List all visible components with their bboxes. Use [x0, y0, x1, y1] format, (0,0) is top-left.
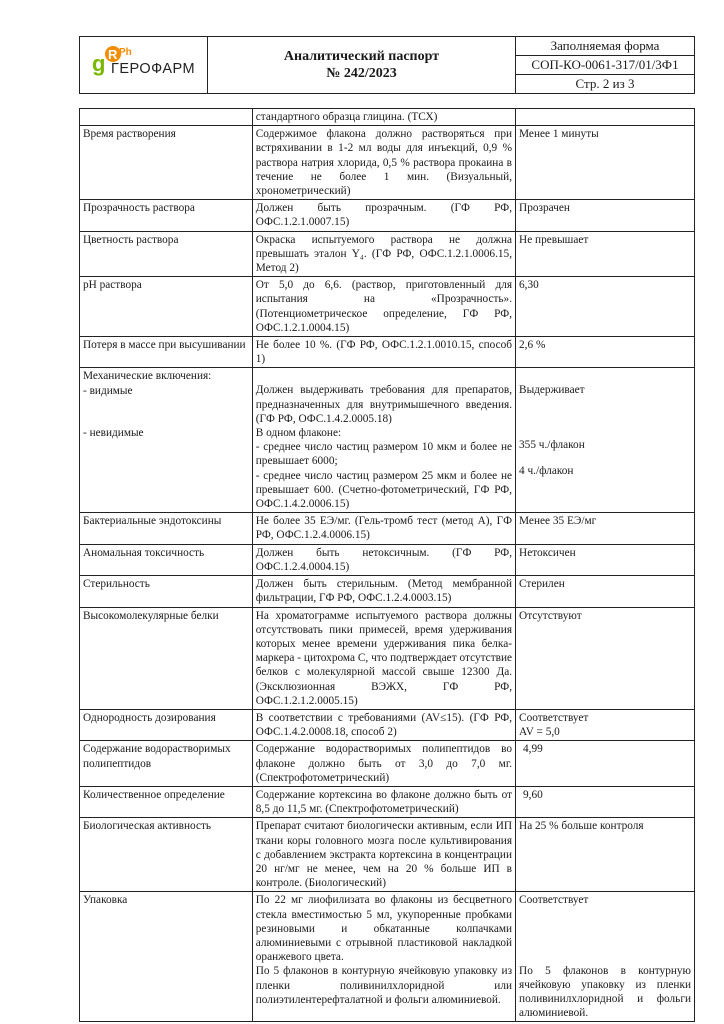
- param-requirement: Должен быть прозрачным. (ГФ РФ, ОФС.1.2.1.0007.15): [252, 200, 515, 231]
- document-title: [208, 37, 516, 94]
- param-result: На 25 % больше контроля: [516, 818, 695, 892]
- param-requirement: Содержимое флакона должно растворяться при встряхивании в 1-2 мл воды для инъекций, 0,9 % раствора натрия хлорида, 0,5 % раствора прокаина в течение не более 1 мин. (Визуальный, хронометрический): [252, 126, 515, 200]
- table-row: [80, 126, 695, 200]
- param-name: Прозрачность раствора: [80, 200, 253, 231]
- param-result: Не превышает: [516, 231, 695, 277]
- param-requirement: стандартного образца глицина. (ТСХ): [252, 109, 515, 126]
- mech-invisible-req-10: - среднее число частиц размером 10 мкм и более не превышает 6000;: [255, 441, 513, 468]
- param-name: Упаковка: [80, 892, 253, 1022]
- pack-req-1: По 22 мг лиофилизата во флаконы из бесцветного стекла вместимостью 5 мл, укупоренные пробками резиновыми и обкатанные колпачками алюминиевыми с отрывной пластиковой накладкой оранжевого цвета.: [255, 894, 513, 964]
- param-result: Менее 35 ЕЭ/мг: [516, 513, 695, 544]
- specification-table: [79, 108, 695, 1022]
- table-row-packaging: [80, 892, 695, 1022]
- mech-invisible-res-10: 355 ч./флакон: [519, 438, 585, 451]
- param-requirement: Должен быть стерильным. (Метод мембранной фильтрации, ГФ РФ, ОФС.1.2.4.0003.15): [252, 576, 515, 607]
- table-row: [80, 709, 695, 740]
- mech-invisible-intro: В одном флаконе:: [255, 427, 342, 440]
- param-result: [516, 109, 695, 126]
- result-line-1: Соответствует: [519, 711, 589, 724]
- param-requirement: Содержание водорастворимых полипептидов во флаконе должно быть от 3,0 до 7,0 мг. (Спектрофотометрический): [252, 741, 515, 787]
- param-result: 2,6 %: [516, 337, 695, 368]
- title-line-2: № 242/2023: [326, 66, 397, 81]
- param-result: 4,99: [516, 741, 695, 787]
- param-name: Содержание водорастворимых полипептидов: [80, 741, 253, 787]
- param-requirement: Должен быть нетоксичным. (ГФ РФ, ОФС.1.2.4.0004.15): [252, 544, 515, 575]
- table-row: [80, 277, 695, 337]
- page-number: Стр. 2 из 3: [516, 75, 695, 94]
- param-result: [516, 892, 695, 1022]
- param-name: Бактериальные эндотоксины: [80, 513, 253, 544]
- param-name: Биологическая активность: [80, 818, 253, 892]
- param-result: 9,60: [516, 786, 695, 817]
- table-row: [80, 607, 695, 709]
- table-row: [80, 786, 695, 817]
- param-requirement: От 5,0 до 6,6. (раствор, приготовленный для испытания на «Прозрачность». (Потенциометрическое определение, ГФ РФ, ОФС.1.2.1.0004.15): [252, 277, 515, 337]
- logo-letter-ph: Ph: [119, 47, 132, 58]
- pack-res-1: Соответствует: [519, 894, 589, 907]
- param-requirement: Окраска испытуемого раствора не должна превышать эталон Y₄. (ГФ РФ, ОФС.1.2.1.0006.15, Метод 2): [252, 231, 515, 277]
- param-name: [80, 368, 253, 513]
- param-name: Количественное определение: [80, 786, 253, 817]
- mech-invisible-req-25: - среднее число частиц размером 25 мкм и более не превышает 600. (Счетно-фотометрический, ГФ РФ, ОФС.1.4.2.0006.15): [255, 469, 513, 511]
- pack-res-2: По 5 флаконов в контурную ячейковую упаковку из пленки поливинилхлоридной и фольги алюминиевой.: [519, 964, 691, 1020]
- param-name: Высокомолекулярные белки: [80, 607, 253, 709]
- param-requirement: Не более 10 %. (ГФ РФ, ОФС.1.2.1.0010.15, способ 1): [252, 337, 515, 368]
- param-requirement: На хроматограмме испытуемого раствора должны отсутствовать пики примесей, время удерживания которых менее времени удерживания пика белка-маркера - цитохрома С, что подтверждает отсутствие белков с молекулярной массой свыше 12300 Да. (Эксклюзионная ВЭЖХ, ГФ РФ, ОФС.1.2.1.2.0005.15): [252, 607, 515, 709]
- form-label: Заполняемая форма: [516, 37, 695, 56]
- param-result: Нетоксичен: [516, 544, 695, 575]
- result-line-2: AV = 5,0: [519, 726, 560, 739]
- table-row: [80, 109, 695, 126]
- param-name: pH раствора: [80, 277, 253, 337]
- param-result: Прозрачен: [516, 200, 695, 231]
- param-result: 6,30: [516, 277, 695, 337]
- logo-text: ГЕРОФАРМ: [111, 61, 196, 77]
- document-header: [79, 36, 695, 94]
- param-requirement: [252, 368, 515, 513]
- param-name: Время растворения: [80, 126, 253, 200]
- mech-visible-res: Выдерживает: [519, 384, 585, 397]
- param-name: Потеря в массе при высушивании: [80, 337, 253, 368]
- param-result: Стерилен: [516, 576, 695, 607]
- pack-req-2: По 5 флаконов в контурную ячейковую упаковку из пленки поливинилхлоридной или полиэтилентерефталатной и фольги алюминиевой.: [255, 965, 513, 1006]
- table-row: [80, 741, 695, 787]
- param-requirement: [252, 892, 515, 1022]
- mech-invisible-res-25: 4 ч./флакон: [519, 464, 574, 477]
- param-name: Однородность дозирования: [80, 709, 253, 740]
- mech-invisible-label: - невидимые: [83, 426, 144, 439]
- param-result: [516, 368, 695, 513]
- table-row: [80, 544, 695, 575]
- table-row: [80, 513, 695, 544]
- param-requirement: Препарат считают биологически активным, если ИП ткани коры головного мозга после культивирования с добавлением экстракта кортексина в концентрации 20 нг/мг не менее, чем на 20 % больше ИП в контроле. (Биологический): [252, 818, 515, 892]
- mech-visible-label: - видимые: [83, 384, 133, 397]
- table-row-mechanical-inclusions: [80, 368, 695, 513]
- param-requirement: Не более 35 ЕЭ/мг. (Гель-тромб тест (метод А), ГФ РФ, ОФС.1.2.4.0006.15): [252, 513, 515, 544]
- table-row: [80, 200, 695, 231]
- mech-title: Механические включения:: [83, 370, 212, 383]
- mech-visible-req: Должен выдерживать требования для препаратов, предназначенных для внутримышечного введения. (ГФ РФ, ОФС.1.4.2.0005.18): [255, 384, 513, 425]
- param-result: [516, 709, 695, 740]
- param-name: Аномальная токсичность: [80, 544, 253, 575]
- table-row: [80, 337, 695, 368]
- param-name: Цветность раствора: [80, 231, 253, 277]
- title-line-1: Аналитический паспорт: [283, 49, 440, 64]
- form-code: СОП-КО-0061-317/01/3Ф1: [516, 56, 695, 75]
- param-name: [80, 109, 253, 126]
- logo-letter-r: R: [108, 47, 118, 62]
- logo-letter-g: g: [92, 51, 106, 76]
- param-result: Отсутствуют: [516, 607, 695, 709]
- table-row: [80, 576, 695, 607]
- table-row: [80, 818, 695, 892]
- param-result: Менее 1 минуты: [516, 126, 695, 200]
- param-requirement: В соответствии с требованиями (AV≤15). (ГФ РФ, ОФС.1.4.2.0008.18, способ 2): [252, 709, 515, 740]
- table-row: [80, 231, 695, 277]
- logo-cell: [80, 37, 208, 94]
- param-name: Стерильность: [80, 576, 253, 607]
- param-requirement: Содержание кортексина во флаконе должно быть от 8,5 до 11,5 мг. (Спектрофотометрический): [252, 786, 515, 817]
